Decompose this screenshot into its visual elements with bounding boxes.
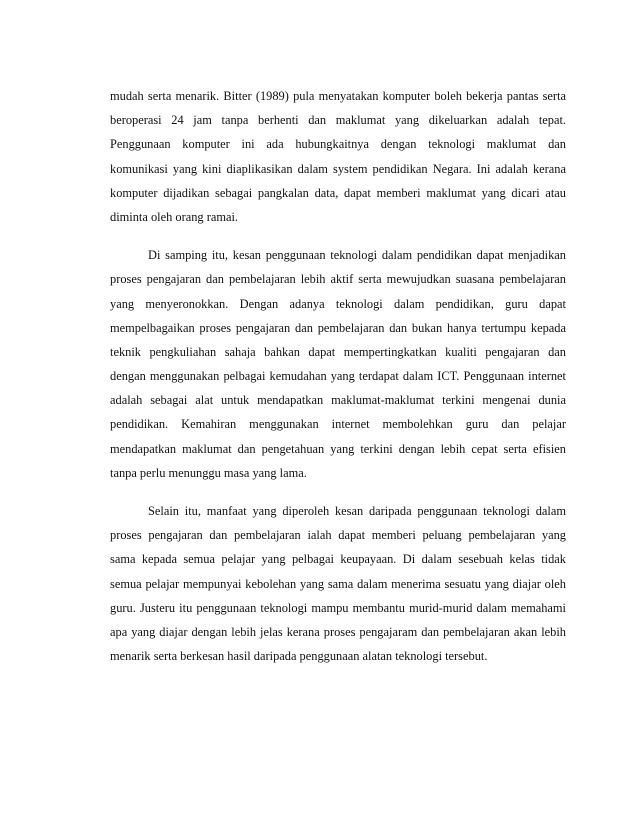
text-line: mempelbagaikan proses pengajaran dan pembelajaran dan bukan hanya tertumpu kepada [110, 320, 566, 335]
text-line: menarik serta berkesan hasil daripada penggunaan alatan teknologi tersebut. [110, 649, 488, 664]
text-line: tanpa perlu menunggu masa yang lama. [110, 465, 307, 480]
text-line: Penggunaan komputer ini ada hubungkaitnya dengan teknologi maklumat dan [110, 137, 566, 152]
text-line: Selain itu, manfaat yang diperoleh kesan daripada penggunaan teknologi dalam [148, 504, 566, 518]
text-line: proses pengajaran dan pembelajaran ialah dapat memberi peluang pembelajaran yang [110, 528, 566, 543]
text-line: mendapatkan maklumat dan pengetahuan yang terkini dengan lebih cepat serta efisien [110, 441, 566, 456]
text-line: diminta oleh orang ramai. [110, 209, 238, 224]
text-line: guru. Justeru itu penggunaan teknologi mampu membantu murid-murid dalam memahami [110, 600, 566, 615]
text-line: dengan menggunakan pelbagai kemudahan yang terdapat dalam ICT. Penggunaan internet [110, 369, 566, 384]
text-line: mudah serta menarik. Bitter (1989) pula menyatakan komputer boleh bekerja pantas serta [110, 89, 566, 103]
text-line: adalah sebagai alat untuk mendapatkan maklumat-maklumat terkini mengenai dunia [110, 393, 566, 408]
text-line: semua pelajar mempunyai kebolehan yang sama dalam menerima sesuatu yang diajar oleh [110, 576, 566, 591]
text-line: komunikasi yang kini diaplikasikan dalam system pendidikan Negara. Ini adalah kerana [110, 161, 566, 176]
text-line: yang menyeronokkan. Dengan adanya teknologi dalam pendidikan, guru dapat [110, 296, 566, 311]
text-line: beroperasi 24 jam tanpa berhenti dan maklumat yang dikeluarkan adalah tepat. [110, 113, 566, 128]
paragraph-1 [110, 84, 566, 229]
text-line: teknik pengkuliahan sahaja bahkan dapat mempertingkatkan kualiti pengajaran dan [110, 344, 566, 359]
paragraph-3 [110, 499, 566, 668]
text-line: proses pengajaran dan pembelajaran lebih aktif serta mewujudkan suasana pembelajaran [110, 272, 566, 287]
text-line: sama kepada semua pelajar yang pelbagai keupayaan. Di dalam sesebuah kelas tidak [110, 552, 566, 567]
text-line: komputer dijadikan sebagai pangkalan data, dapat memberi maklumat yang dicari atau [110, 185, 566, 200]
document-page [110, 84, 566, 668]
text-line: Di samping itu, kesan penggunaan teknologi dalam pendidikan dapat menjadikan [148, 248, 566, 263]
text-line: apa yang diajar dengan lebih jelas kerana proses pengajaram dan pembelajaran akan lebih [110, 624, 566, 639]
text-line: pendidikan. Kemahiran menggunakan internet membolehkan guru dan pelajar [110, 417, 566, 432]
paragraph-2 [110, 243, 566, 485]
